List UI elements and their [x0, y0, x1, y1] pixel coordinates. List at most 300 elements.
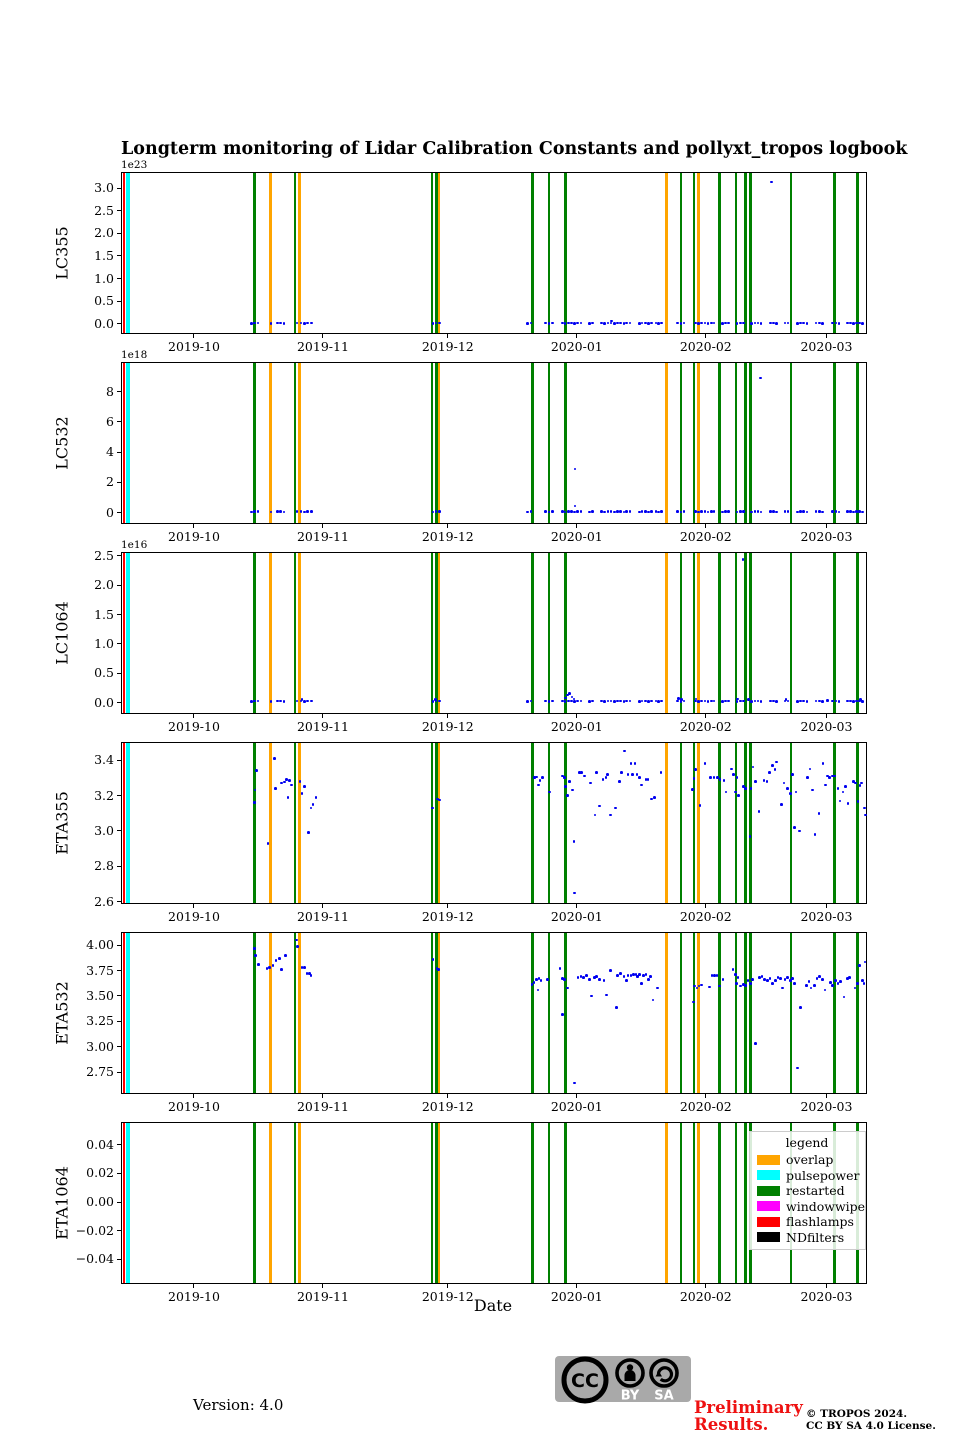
- scatter-point: [591, 322, 594, 325]
- event-line-restarted: [531, 933, 534, 1093]
- scatter-point: [641, 510, 644, 513]
- event-line-restarted: [693, 1123, 696, 1283]
- event-line-overlap: [665, 553, 668, 713]
- event-line-pulsepower: [126, 553, 130, 713]
- y-tick-label: 0.0: [94, 694, 114, 710]
- scatter-point: [791, 773, 794, 776]
- preliminary-line2: Results.: [694, 1414, 769, 1434]
- scatter-point: [594, 814, 597, 817]
- y-tick-label: 2.8: [94, 858, 114, 874]
- event-line-restarted: [693, 743, 696, 903]
- event-line-restarted: [253, 173, 256, 333]
- legend-swatch-overlap: [757, 1155, 780, 1165]
- scatter-point: [725, 791, 728, 794]
- scatter-point: [707, 322, 710, 325]
- scatter-point: [789, 792, 792, 795]
- scatter-point: [694, 322, 697, 325]
- scatter-point: [303, 785, 306, 788]
- event-line-overlap: [269, 553, 272, 713]
- scatter-point: [732, 773, 735, 776]
- event-line-restarted: [790, 743, 793, 903]
- y-tick: [117, 702, 121, 703]
- x-tick: [705, 904, 706, 908]
- event-line-restarted: [744, 933, 747, 1093]
- cc-by-sa-badge: [554, 1354, 692, 1414]
- by-person-head-icon: [627, 1364, 633, 1370]
- scatter-point: [839, 980, 842, 983]
- y-tick: [117, 866, 121, 867]
- event-line-overlap: [665, 933, 668, 1093]
- scatter-point: [301, 792, 304, 795]
- copyright-line2: CC BY SA 4.0 License.: [806, 1420, 936, 1432]
- event-line-restarted: [735, 743, 738, 903]
- y-tick: [117, 945, 121, 946]
- scatter-point: [815, 700, 818, 703]
- scatter-point: [253, 947, 256, 950]
- x-tick-label: 2019-10: [168, 1289, 220, 1304]
- scatter-point: [837, 787, 840, 790]
- scatter-point: [303, 966, 306, 969]
- scatter-point: [758, 810, 761, 813]
- scatter-point: [727, 322, 730, 325]
- scatter-point: [863, 807, 866, 810]
- scatter-point: [645, 973, 648, 976]
- scatter-point: [744, 984, 747, 987]
- scatter-point: [310, 807, 313, 810]
- scatter-point: [752, 766, 755, 769]
- scatter-point: [846, 700, 849, 703]
- scatter-point: [793, 982, 796, 985]
- scatter-point: [770, 181, 773, 184]
- scatter-point: [847, 802, 850, 805]
- scatter-point: [796, 322, 799, 325]
- event-line-overlap: [438, 1123, 441, 1283]
- x-tick: [193, 714, 194, 718]
- legend-entry-NDfilters: [757, 1230, 857, 1246]
- scatter-point: [551, 700, 554, 703]
- event-line-restarted: [253, 363, 256, 523]
- event-line-restarted: [431, 553, 434, 713]
- y-tick-label: 3.75: [86, 962, 114, 978]
- scatter-point: [253, 801, 256, 804]
- panel-LC532: [52, 349, 867, 544]
- y-tick-label: 1.0: [94, 635, 114, 651]
- scatter-point: [607, 322, 610, 325]
- scatter-point: [650, 700, 653, 703]
- event-line-restarted: [735, 1123, 738, 1283]
- scatter-point: [647, 978, 650, 981]
- scatter-point: [303, 322, 306, 325]
- x-tick-label: 2019-11: [296, 909, 349, 924]
- scatter-point: [303, 511, 306, 514]
- scatter-point: [563, 776, 566, 779]
- event-line-restarted: [564, 1123, 567, 1283]
- x-tick-label: 2020-03: [800, 909, 853, 924]
- scatter-point: [802, 700, 805, 703]
- event-line-restarted: [294, 553, 297, 713]
- scatter-point: [859, 784, 862, 787]
- scatter-point: [650, 510, 653, 513]
- scatter-point: [774, 979, 777, 982]
- preliminary-line1: Preliminary: [694, 1398, 803, 1417]
- scatter-point: [620, 771, 623, 774]
- scatter-point: [660, 322, 663, 325]
- scatter-point: [653, 796, 656, 799]
- scatter-point: [438, 322, 441, 325]
- scatter-point: [613, 700, 616, 703]
- scatter-point: [737, 794, 740, 797]
- event-line-restarted: [833, 173, 836, 333]
- event-line-restarted: [744, 743, 747, 903]
- scatter-point: [708, 986, 711, 989]
- event-line-restarted: [431, 173, 434, 333]
- y-tick-label: 0.0: [94, 315, 114, 331]
- legend-swatch-windowwipe: [757, 1201, 780, 1211]
- x-tick-label: 2019-11: [296, 529, 349, 544]
- scatter-point: [779, 977, 782, 980]
- scatter-point: [791, 977, 794, 980]
- scatter-point: [844, 785, 847, 788]
- x-tick: [447, 334, 448, 338]
- event-line-restarted: [735, 173, 738, 333]
- scatter-point: [721, 322, 724, 325]
- y-tick: [117, 830, 121, 831]
- scatter-point: [843, 996, 846, 999]
- y-axis-label-LC355: LC355: [52, 226, 72, 280]
- event-line-overlap: [269, 363, 272, 523]
- scatter-point: [861, 511, 864, 514]
- x-tick-label: 2019-12: [421, 909, 474, 924]
- y-tick: [117, 1202, 121, 1203]
- x-tick: [576, 524, 577, 528]
- scatter-point: [564, 697, 567, 700]
- y-tick-label: 3.25: [86, 1013, 114, 1029]
- event-line-restarted: [680, 933, 683, 1093]
- scatter-point: [307, 831, 310, 834]
- y-tick-label: 0.5: [94, 665, 114, 681]
- event-line-restarted: [790, 553, 793, 713]
- y-tick-label: 8: [106, 383, 114, 399]
- scatter-point: [591, 700, 594, 703]
- scatter-point: [607, 510, 610, 513]
- scatter-point: [603, 700, 606, 703]
- scatter-point: [815, 510, 818, 513]
- scatter-point: [835, 322, 838, 325]
- scatter-point: [713, 700, 716, 703]
- scatter-point: [551, 510, 554, 513]
- scatter-point: [300, 700, 303, 703]
- scatter-point: [437, 968, 440, 971]
- y-tick-label: 2.75: [86, 1064, 114, 1079]
- scatter-point: [856, 982, 859, 985]
- scatter-point: [769, 977, 772, 980]
- y-tick: [117, 795, 121, 796]
- legend-swatch-flashlamps: [757, 1217, 780, 1227]
- scatter-point: [704, 700, 707, 703]
- scatter-point: [821, 322, 824, 325]
- event-line-restarted: [833, 743, 836, 903]
- copyright-text: [806, 1408, 936, 1432]
- event-line-overlap: [269, 1123, 272, 1283]
- y-tick-label: 4.00: [86, 937, 114, 953]
- scatter-point: [279, 700, 282, 703]
- scatter-point: [625, 700, 628, 703]
- legend-entry-pulsepower: [757, 1167, 860, 1184]
- scatter-point: [818, 812, 821, 815]
- scatter-point: [629, 322, 632, 325]
- preliminary-results-text: [694, 1400, 803, 1433]
- event-line-overlap: [665, 1123, 668, 1283]
- y-tick: [117, 482, 121, 483]
- event-line-overlap: [665, 363, 668, 523]
- y-tick: [117, 1259, 121, 1260]
- scatter-point: [660, 771, 663, 774]
- y-tick: [117, 323, 121, 324]
- event-line-overlap: [665, 173, 668, 333]
- event-line-restarted: [548, 363, 551, 523]
- event-line-restarted: [564, 173, 567, 333]
- event-line-restarted: [856, 363, 859, 523]
- scatter-point: [805, 984, 808, 987]
- x-tick: [447, 904, 448, 908]
- y-tick-label: 2.5: [94, 202, 114, 218]
- event-line-restarted: [531, 743, 534, 903]
- scatter-point: [704, 322, 707, 325]
- y-tick-label: 6: [106, 413, 114, 429]
- event-line-restarted: [548, 743, 551, 903]
- event-line-overlap: [438, 743, 441, 903]
- event-line-overlap: [298, 1123, 301, 1283]
- scatter-point: [806, 322, 809, 325]
- scatter-point: [757, 510, 760, 513]
- scatter-point: [276, 700, 279, 703]
- scatter-point: [775, 511, 778, 514]
- panel-LC355: [52, 159, 867, 354]
- legend-swatch-restarted: [757, 1186, 780, 1196]
- scatter-point: [727, 510, 730, 513]
- scatter-point: [630, 762, 633, 765]
- scatter-point: [768, 771, 771, 774]
- scatter-point: [566, 794, 569, 797]
- scatter-point: [676, 510, 679, 513]
- y-tick-label: 3.00: [86, 1038, 114, 1054]
- legend-label: flashlamps: [786, 1214, 854, 1230]
- x-tick: [576, 714, 577, 718]
- scatter-point: [793, 826, 796, 829]
- scatter-point: [784, 510, 787, 513]
- scatter-point: [279, 322, 282, 325]
- x-tick-label: 2019-12: [421, 719, 474, 734]
- scatter-point: [704, 510, 707, 513]
- event-line-restarted: [749, 933, 752, 1093]
- y-tick-label: 3.4: [94, 752, 114, 768]
- scatter-point: [839, 800, 842, 803]
- x-tick: [705, 524, 706, 528]
- event-line-restarted: [680, 553, 683, 713]
- scatter-point: [822, 762, 825, 765]
- scatter-point: [539, 779, 542, 782]
- scatter-point: [283, 322, 286, 325]
- scatter-point: [694, 510, 697, 513]
- event-line-restarted: [718, 363, 721, 523]
- scatter-point: [864, 961, 867, 964]
- event-line-restarted: [790, 173, 793, 333]
- event-line-overlap: [697, 933, 700, 1093]
- event-line-pulsepower: [126, 743, 130, 903]
- scatter-point: [548, 791, 551, 794]
- scatter-point: [564, 785, 567, 788]
- event-line-restarted: [294, 363, 297, 523]
- x-tick-label: 2019-10: [168, 339, 220, 354]
- scatter-point: [763, 779, 766, 782]
- scatter-point: [583, 775, 586, 778]
- x-tick: [576, 904, 577, 908]
- x-tick: [322, 714, 323, 718]
- x-tick-label: 2019-10: [168, 1099, 220, 1114]
- y-tick-label: 3.0: [94, 180, 114, 195]
- scatter-point: [759, 377, 762, 380]
- scatter-point: [736, 322, 739, 325]
- x-tick-label: 2019-12: [421, 339, 474, 354]
- y-tick: [117, 1144, 121, 1145]
- x-tick-label: 2020-02: [679, 339, 732, 354]
- x-tick-label: 2019-12: [421, 529, 474, 544]
- scatter-point: [283, 511, 286, 514]
- y-tick-label: −0.02: [75, 1222, 114, 1238]
- scatter-point: [580, 322, 583, 325]
- scatter-point: [700, 984, 703, 987]
- scatter-point: [780, 803, 783, 806]
- scatter-point: [742, 558, 745, 561]
- scatter-point: [310, 700, 313, 703]
- scatter-point: [855, 510, 858, 513]
- scatter-point: [306, 700, 309, 703]
- scatter-point: [760, 511, 763, 514]
- scatter-point: [709, 776, 712, 779]
- y-tick: [117, 1072, 121, 1073]
- event-line-restarted: [431, 1123, 434, 1283]
- scatter-point: [769, 322, 772, 325]
- scatter-point: [732, 968, 735, 971]
- scatter-point: [541, 776, 544, 779]
- event-line-pulsepower: [126, 363, 130, 523]
- scatter-point: [300, 322, 303, 325]
- x-tick-label: 2019-12: [421, 1099, 474, 1114]
- scatter-point: [750, 700, 753, 703]
- legend-swatch-pulsepower: [757, 1170, 780, 1180]
- scatter-point: [574, 468, 577, 471]
- event-line-restarted: [856, 553, 859, 713]
- scatter-point: [613, 322, 616, 325]
- scatter-point: [742, 510, 745, 513]
- scatter-point: [559, 967, 562, 970]
- scatter-point: [824, 989, 827, 992]
- x-tick-label: 2019-11: [296, 339, 349, 354]
- scatter-point: [300, 510, 303, 513]
- y-tick: [117, 1173, 121, 1174]
- scatter-point: [619, 972, 622, 975]
- x-tick-label: 2020-01: [550, 909, 603, 924]
- event-line-restarted: [531, 1123, 534, 1283]
- scatter-point: [570, 322, 573, 325]
- scatter-point: [438, 700, 441, 703]
- legend-entry-overlap: [757, 1152, 857, 1168]
- x-tick-label: 2020-01: [550, 1289, 603, 1304]
- scatter-point: [811, 789, 814, 792]
- scatter-point: [283, 700, 286, 703]
- event-line-pulsepower: [126, 173, 130, 333]
- x-tick-label: 2020-01: [550, 1099, 603, 1114]
- scatter-point: [605, 994, 608, 997]
- scatter-point: [250, 700, 253, 703]
- x-tick: [447, 524, 448, 528]
- scatter-point: [623, 975, 626, 978]
- scatter-point: [707, 511, 710, 514]
- y-tick: [117, 301, 121, 302]
- y-tick: [117, 210, 121, 211]
- x-tick-label: 2020-02: [679, 909, 732, 924]
- x-tick-label: 2020-03: [800, 529, 853, 544]
- event-line-flashlamps: [123, 1123, 125, 1283]
- scatter-point: [571, 789, 574, 792]
- by-label: BY: [620, 1388, 640, 1404]
- scatter-point: [315, 796, 318, 799]
- event-line-restarted: [718, 173, 721, 333]
- event-line-restarted: [693, 933, 696, 1093]
- scatter-point: [784, 700, 787, 703]
- event-line-restarted: [680, 743, 683, 903]
- scatter-point: [846, 322, 849, 325]
- y-tick: [117, 1046, 121, 1047]
- x-tick-label: 2019-11: [296, 1099, 349, 1114]
- scatter-point: [861, 700, 864, 703]
- scatter-point: [718, 985, 721, 988]
- scatter-point: [656, 987, 659, 990]
- y-tick-label: 0.04: [86, 1136, 114, 1152]
- scatter-point: [676, 700, 679, 703]
- x-tick-label: 2019-10: [168, 719, 220, 734]
- scatter-point: [629, 700, 632, 703]
- scatter-point: [838, 511, 841, 514]
- scatter-point: [769, 510, 772, 513]
- y-tick-label: 2.6: [94, 893, 114, 909]
- scatter-point: [802, 322, 805, 325]
- scatter-point: [257, 322, 260, 325]
- scatter-point: [713, 322, 716, 325]
- scatter-point: [771, 982, 774, 985]
- legend-label: pulsepower: [786, 1167, 860, 1183]
- event-line-restarted: [253, 553, 256, 713]
- scatter-point: [864, 814, 867, 817]
- scatter-point: [585, 974, 588, 977]
- scatter-point: [618, 780, 621, 783]
- event-line-restarted: [548, 173, 551, 333]
- scatter-point: [598, 978, 601, 981]
- scatter-point: [737, 976, 740, 979]
- sa-label: SA: [654, 1388, 674, 1404]
- legend: [749, 1131, 866, 1250]
- scatter-point: [806, 700, 809, 703]
- x-tick: [322, 1094, 323, 1098]
- y-tick: [117, 512, 121, 513]
- scatter-point: [438, 799, 441, 802]
- scatter-point: [838, 700, 841, 703]
- scatter-point: [278, 957, 281, 960]
- scatter-point: [861, 322, 864, 325]
- scatter-point: [766, 979, 769, 982]
- event-line-overlap: [438, 933, 441, 1093]
- scatter-point: [802, 510, 805, 513]
